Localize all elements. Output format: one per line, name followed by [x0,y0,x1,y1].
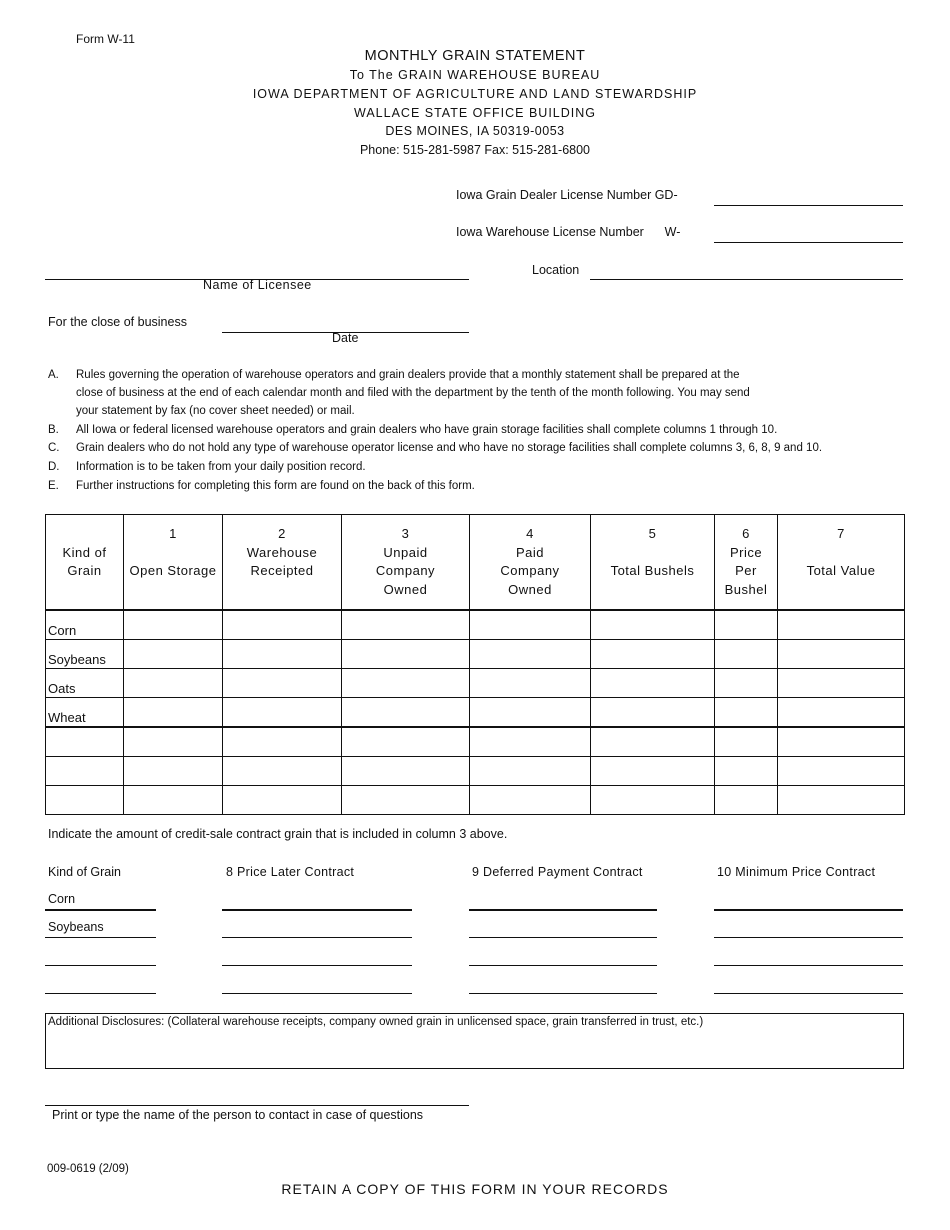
col-open-storage [124,515,223,611]
form-id: Form W-11 [76,32,135,46]
minimum-price-field[interactable] [714,908,903,911]
col-number: 3 [401,526,410,541]
col-paid-company-owned [470,515,591,611]
total-bushels-cell[interactable] [591,757,715,786]
col-label: Receipted [250,563,314,578]
phone-fax-line: Phone: 515-281-5987 Fax: 515-281-6800 [359,143,591,157]
paid-company-owned-cell[interactable] [470,698,591,728]
paid-company-owned-cell[interactable] [470,669,591,698]
minimum-price-header: 10 Minimum Price Contract [717,865,876,879]
table-row [46,757,905,786]
col-total-value [778,515,905,611]
bureau-line: To The GRAIN WAREHOUSE BUREAU [349,68,601,82]
open-storage-cell[interactable] [124,727,223,757]
col-label: Unpaid [383,544,428,560]
contact-person-label: Print or type the name of the person to contact in case of questions [52,1108,424,1122]
col-label: Paid [515,544,545,560]
total-value-cell[interactable] [778,610,905,640]
col-label: Total Bushels [610,563,695,578]
open-storage-cell[interactable] [124,786,223,815]
credit-sale-intro: Indicate the amount of credit-sale contract grain that is included in column 3 above. [48,827,508,841]
open-storage-cell[interactable] [124,757,223,786]
col-label: Price [729,544,763,560]
unpaid-company-owned-cell[interactable] [342,698,470,728]
location-label: Location [532,263,580,277]
total-value-cell[interactable] [778,640,905,669]
table-row [46,640,905,669]
col-label: Open Storage [129,563,217,578]
total-value-cell[interactable] [778,669,905,698]
dealer-license-label: Iowa Grain Dealer License Number GD- [456,188,678,202]
total-value-cell[interactable] [778,727,905,757]
total-bushels-cell[interactable] [591,786,715,815]
paid-company-owned-cell[interactable] [470,640,591,669]
instruction-text: your statement by fax (no cover sheet needed) or mail. [76,405,355,417]
col-label: Per [735,563,757,578]
instruction-key: E. [48,480,59,492]
warehouse-license-field[interactable] [714,229,903,243]
minimum-price-field[interactable] [714,992,903,994]
open-storage-cell[interactable] [124,610,223,640]
instruction-text: Rules governing the operation of warehouse operators and grain dealers provide that a monthly statement shall be prepared at the [76,369,740,381]
grain-kind-cell: Oats [46,669,124,698]
col-label: Total Value [806,563,876,578]
instruction-text: All Iowa or federal licensed warehouse operators and grain dealers who have grain storage facilities shall complete columns 1 through 10. [76,424,778,436]
additional-disclosures-label: Additional Disclosures: (Collateral warehouse receipts, company owned grain in unlicensed space, grain transferred in trust, etc.) [48,1016,704,1028]
grain-kind-cell: Wheat [46,698,124,728]
grain-kind-cell: Soybeans [46,640,124,669]
city-line: DES MOINES, IA 50319-0053 [385,124,565,138]
col-label: Owned [383,581,428,597]
credit-grain-kind: Corn [48,892,76,906]
warehouse-receipted-cell[interactable] [223,640,342,669]
close-of-business-label: For the close of business [48,315,187,329]
retain-copy-notice: RETAIN A COPY OF THIS FORM IN YOUR RECORDS [281,1181,669,1197]
col-label: Warehouse [246,544,318,560]
credit-grain-kind: Soybeans [48,920,104,934]
warehouse-receipted-cell[interactable] [223,727,342,757]
warehouse-receipted-cell[interactable] [223,669,342,698]
col-number: 4 [526,526,534,541]
instruction-key: A. [48,369,59,381]
contact-person-field[interactable] [45,1092,469,1106]
instruction-text: close of business at the end of each calendar month and filed with the department by the tenth of the month following. You may send [76,387,750,399]
unpaid-company-owned-cell[interactable] [342,610,470,640]
col-label: Kind of [62,544,107,560]
paid-company-owned-cell[interactable] [470,610,591,640]
unpaid-company-owned-cell[interactable] [342,640,470,669]
col-number: 6 [742,526,750,541]
deferred-payment-field[interactable] [469,964,657,966]
table-row [46,669,905,698]
price-per-bushel-cell[interactable] [715,669,778,698]
col-warehouse-receipted [223,515,342,611]
col-label: Bushel [724,581,768,597]
price-per-bushel-cell[interactable] [715,698,778,728]
grain-table-body [46,610,905,815]
unpaid-company-owned-cell[interactable] [342,786,470,815]
paid-company-owned-cell[interactable] [470,757,591,786]
credit-grain-kind-field [45,908,156,911]
grain-kind-cell: Corn [46,610,124,640]
price-per-bushel-cell[interactable] [715,727,778,757]
minimum-price-field[interactable] [714,964,903,966]
unpaid-company-owned-cell[interactable] [342,727,470,757]
total-bushels-cell[interactable] [591,640,715,669]
col-number: 5 [648,526,657,541]
col-number: 1 [169,526,177,541]
instruction-text: Information is to be taken from your daily position record. [76,461,366,473]
table-row [46,727,905,757]
credit-grain-kind-field [45,936,156,938]
paid-company-owned-cell[interactable] [470,727,591,757]
price-later-field[interactable] [222,992,412,994]
price-later-field[interactable] [222,908,412,911]
price-per-bushel-cell[interactable] [715,786,778,815]
col-number: 7 [837,526,845,541]
unpaid-company-owned-cell[interactable] [342,757,470,786]
instruction-key: B. [48,424,59,436]
col-label: Company [500,563,560,578]
grain-kind-cell[interactable] [46,757,124,786]
instruction-key: D. [48,461,60,473]
price-per-bushel-cell[interactable] [715,610,778,640]
warehouse-receipted-cell[interactable] [223,786,342,815]
deferred-payment-header: 9 Deferred Payment Contract [472,865,643,879]
col-number: 2 [278,526,286,541]
col-label: Owned [508,581,552,597]
grain-table-header [46,515,905,611]
grain-kind-cell[interactable] [46,727,124,757]
total-bushels-cell[interactable] [591,698,715,728]
col-label: Grain [67,563,102,578]
price-per-bushel-cell[interactable] [715,640,778,669]
grain-table [45,514,905,815]
grain-kind-cell[interactable] [46,786,124,815]
table-row [46,610,905,640]
col-total-bushels [591,515,715,611]
date-label: Date [332,331,359,345]
total-bushels-cell[interactable] [591,727,715,757]
total-bushels-cell[interactable] [591,610,715,640]
paid-company-owned-cell[interactable] [470,786,591,815]
credit-kind-label: Kind of Grain [48,865,121,879]
price-per-bushel-cell[interactable] [715,757,778,786]
deferred-payment-field[interactable] [469,908,657,911]
col-label: Company [375,563,436,578]
licensee-name-label: Name of Licensee [203,278,312,292]
col-kind-of-grain [46,515,124,611]
open-storage-cell[interactable] [124,640,223,669]
instruction-text: Further instructions for completing this form are found on the back of this form. [76,480,475,492]
price-later-field[interactable] [222,964,412,966]
table-row [46,786,905,815]
location-field[interactable] [590,266,903,280]
credit-grain-kind-field[interactable] [45,964,156,966]
deferred-payment-field[interactable] [469,936,657,938]
col-price-per-bushel [715,515,778,611]
col-unpaid-company-owned [342,515,470,611]
warehouse-receipted-cell[interactable] [223,610,342,640]
form-number: 009-0619 (2/09) [47,1163,129,1175]
dealer-license-field[interactable] [714,192,903,206]
additional-disclosures-box[interactable] [45,1013,904,1069]
deferred-payment-field[interactable] [469,992,657,994]
minimum-price-field[interactable] [714,936,903,938]
table-row [46,698,905,728]
price-later-field[interactable] [222,936,412,938]
total-value-cell[interactable] [778,757,905,786]
instruction-key: C. [48,442,60,454]
form-title: MONTHLY GRAIN STATEMENT [364,48,586,64]
open-storage-cell[interactable] [124,669,223,698]
warehouse-receipted-cell[interactable] [223,757,342,786]
price-later-header: 8 Price Later Contract [226,865,355,879]
department-line: IOWA DEPARTMENT OF AGRICULTURE AND LAND STEWARDSHIP [252,87,698,101]
total-value-cell[interactable] [778,698,905,728]
unpaid-company-owned-cell[interactable] [342,669,470,698]
warehouse-receipted-cell[interactable] [223,698,342,728]
instruction-text: Grain dealers who do not hold any type of warehouse operator license and who have no storage facilities shall complete columns 3, 6, 8, 9 and 10. [76,442,823,454]
building-line: WALLACE STATE OFFICE BUILDING [354,106,596,120]
open-storage-cell[interactable] [124,698,223,728]
warehouse-license-label: Iowa Warehouse License Number W- [456,225,681,239]
total-value-cell[interactable] [778,786,905,815]
total-bushels-cell[interactable] [591,669,715,698]
credit-grain-kind-field[interactable] [45,992,156,994]
